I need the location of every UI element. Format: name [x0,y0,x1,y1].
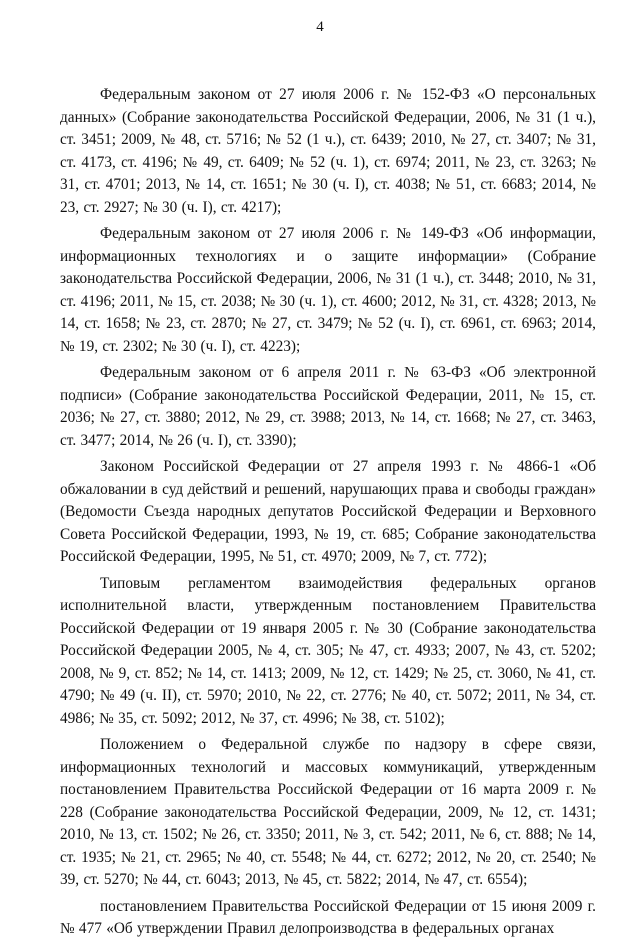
paragraph-law-152-fz: Федеральным законом от 27 июля 2006 г. № 152-ФЗ «О персональных данных» (Собрание законодательства Российской Федерации, 2006, № 31 (1 ч.), ст. 3451; 2009, № 48, ст. 5716; № 52 (1 ч.), ст. 6439; 2010, № 27, ст. 3407; № 31, ст. 4173, ст. 4196; № 49, ст. 6409; № 52 (ч. 1), ст. 6974; 2011, № 23, ст. 3263; № 31, ст. 4701; 2013, № 14, ст. 1651; № 30 (ч. I), ст. 4038; № 51, ст. 6683; 2014, № 23, ст. 2927; № 30 (ч. I), ст. 4217); [60,86,596,216]
page-number: 4 [316,19,324,35]
paragraph-roskomnadzor-regulation: Положением о Федеральной службе по надзору в сфере связи, информационных технологий и массовых коммуникаций, утвержденным постановлением Правительства Российской Федерации от 16 марта 2009 г. № 228 (Собрание законодательства Российской Федерации, 2009, № 12, ст. 1431; 2010, № 13, ст. 1502; № 26, ст. 3350; 2011, № 3, ст. 542; 2011, № 6, ст. 888; № 14, ст. 1935; № 21, ст. 2965; № 40, ст. 5548; № 44, ст. 6272; 2012, № 20, ст. 2540; № 39, ст. 5270; № 44, ст. 6043; 2013, № 45, ст. 5822; 2014, № 47, ст. 6554); [60,736,596,888]
paragraph-law-63-fz: Федеральным законом от 6 апреля 2011 г. № 63-ФЗ «Об электронной подписи» (Собрание законодательства Российской Федерации, 2011, № 15, ст. 2036; № 27, ст. 3880; 2012, № 29, ст. 3988; 2013, № 14, ст. 1668; № 27, ст. 3463, ст. 3477; 2014, № 26 (ч. I), ст. 3390); [60,364,596,449]
document-body [60,84,596,945]
paragraph-law-4866-1: Законом Российской Федерации от 27 апреля 1993 г. № 4866-1 «Об обжаловании в суд действий и решений, нарушающих права и свободы граждан» (Ведомости Съезда народных депутатов Российской Федерации и Верховного Совета Российской Федерации, 1993, № 19, ст. 685; Собрание законодательства Российской Федерации, 1995, № 51, ст. 4970; 2009, № 7, ст. 772); [60,458,596,565]
paragraph-typical-regulation: Типовым регламентом взаимодействия федеральных органов исполнительной власти, утвержденным постановлением Правительства Российской Федерации от 19 января 2005 г. № 30 (Собрание законодательства Российской Федерации 2005, № 4, ст. 305; № 47, ст. 4933; 2007, № 43, ст. 5202; 2008, № 9, ст. 852; № 14, ст. 1413; 2009, № 12, ст. 1429; № 25, ст. 3060, № 41, ст. 4790; № 49 (ч. II), ст. 5970; 2010, № 22, ст. 2776; № 40, ст. 5072; 2011, № 34, ст. 4986; № 35, ст. 5092; 2012, № 37, ст. 4996; № 38, ст. 5102); [60,574,596,727]
paragraph-government-decree-477: постановлением Правительства Российской Федерации от 15 июня 2009 г. № 477 «Об утверждении Правил делопроизводства в федеральных органах [60,897,596,937]
paragraph-law-149-fz: Федеральным законом от 27 июля 2006 г. № 149-ФЗ «Об информации, информационных технологиях и о защите информации» (Собрание законодательства Российской Федерации, 2006, № 31 (1 ч.), ст. 3448; 2010, № 31, ст. 4196; 2011, № 15, ст. 2038; № 30 (ч. 1), ст. 4600; 2012, № 31, ст. 4328; 2013, № 14, ст. 1658; № 23, ст. 2870; № 27, ст. 3479; № 52 (ч. I), ст. 6961, ст. 6963; 2014, № 19, ст. 2302; № 30 (ч. I), ст. 4223); [60,225,596,355]
